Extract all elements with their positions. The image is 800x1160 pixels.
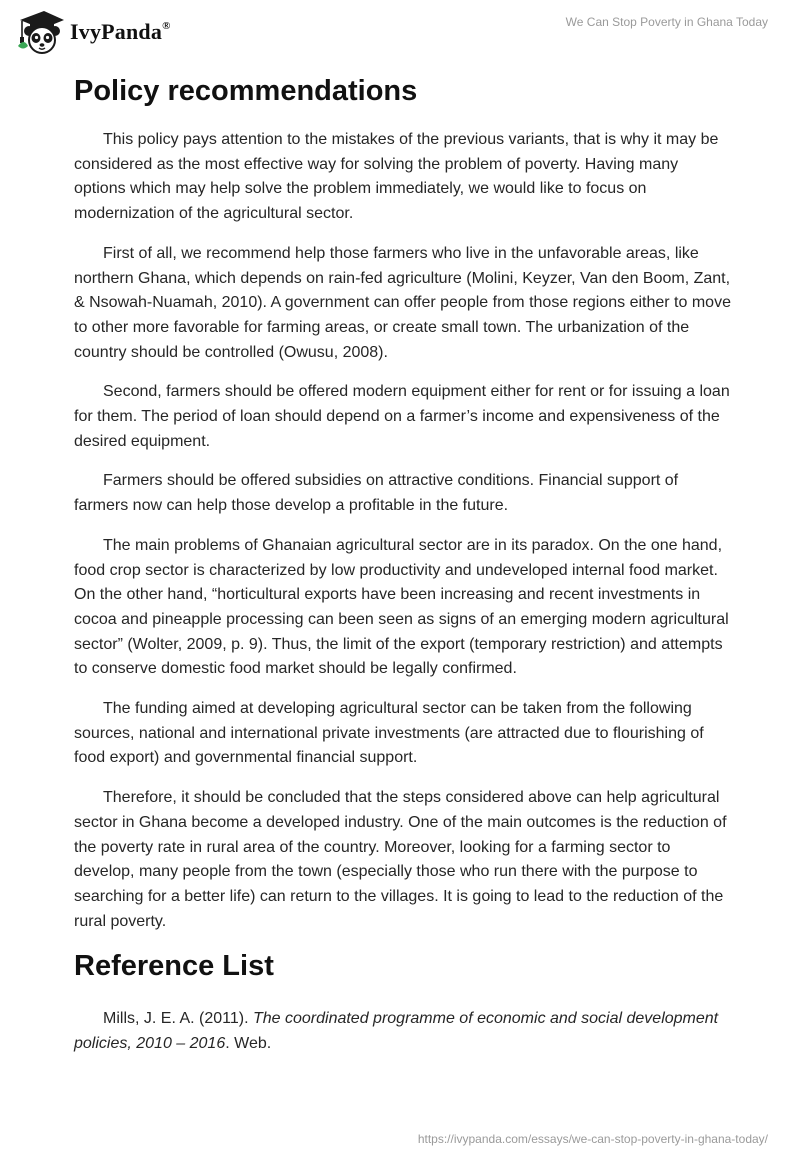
paragraph: Farmers should be offered subsidies on attractive conditions. Financial support of farmers now can help those develop a profitable in the future. <box>74 472 679 515</box>
reference-title: The coordinated programme of economic and social development policies, 2010 – 2016 <box>74 1010 719 1053</box>
reference-entry <box>74 1007 734 1056</box>
paragraph: This policy pays attention to the mistakes of the previous variants, that is why it may be considered as the most effective way for solving the problem of poverty. Having many options which may help solve the problem immediately, we would like to focus on modernization of the agricultural sector. <box>74 131 719 223</box>
paragraph: The funding aimed at developing agricultural sector can be taken from the following sources, national and international private investments (are attracted due to flourishing of food export) and governmental financial support. <box>74 700 704 767</box>
paragraph: The main problems of Ghanaian agricultural sector are in its paradox. On the one hand, food crop sector is characterized by low productivity and undeveloped internal food market. On the other hand, “horticultural exports have been increasing and recent investments in cocoa and pineapple processing can been seen as signs of an emerging modern agricultural sector” (Wolter, 2009, p. 9). Thus, the limit of the export (temporary restriction) and attempts to conserve domestic food market should be legally confirmed. <box>74 536 729 678</box>
source-url-link[interactable]: https://ivypanda.com/essays/we-can-stop-poverty-in-ghana-today/ <box>417 1132 768 1146</box>
panda-graduate-icon <box>14 8 66 56</box>
section-heading-references: Reference List <box>74 950 274 983</box>
registered-mark: ® <box>162 19 171 32</box>
essay-content <box>74 74 734 1072</box>
page-header <box>0 0 800 60</box>
paragraph: Second, farmers should be offered modern equipment either for rent or for issuing a loan for them. The period of loan should depend on a farmer’s income and expensiveness of the desired equipment. <box>74 383 730 450</box>
reference-suffix: . Web. <box>225 1035 272 1053</box>
reference-author: Mills, J. E. A. (2011). <box>103 1010 253 1028</box>
paragraph: First of all, we recommend help those farmers who live in the unfavorable areas, like northern Ghana, which depends on rain-fed agriculture (Molini, Keyzer, Van den Boom, Zant, & Nsowah-Nuamah, 2010). A government can offer people from those regions either to move to other more favorable for farming areas, or create small town. The urbanization of the country should be controlled (Owusu, 2008). <box>74 244 731 361</box>
section-heading-policy: Policy recommendations <box>74 75 418 107</box>
logo-wordmark <box>70 19 171 45</box>
document-title: We Can Stop Poverty in Ghana Today <box>565 15 768 29</box>
paragraph: Therefore, it should be concluded that the steps considered above can help agricultural sector in Ghana become a developed industry. One of the main outcomes is the reduction of the poverty rate in rural area of the country. Moreover, looking for a farming sector to develop, many people from the town (especially those who run there with the purpose to searching for a better life) can return to the villages. It is going to lead to the reduction of the rural poverty. <box>74 789 727 930</box>
ivypanda-logo[interactable] <box>14 8 171 56</box>
logo-text: IvyPanda <box>70 19 163 44</box>
